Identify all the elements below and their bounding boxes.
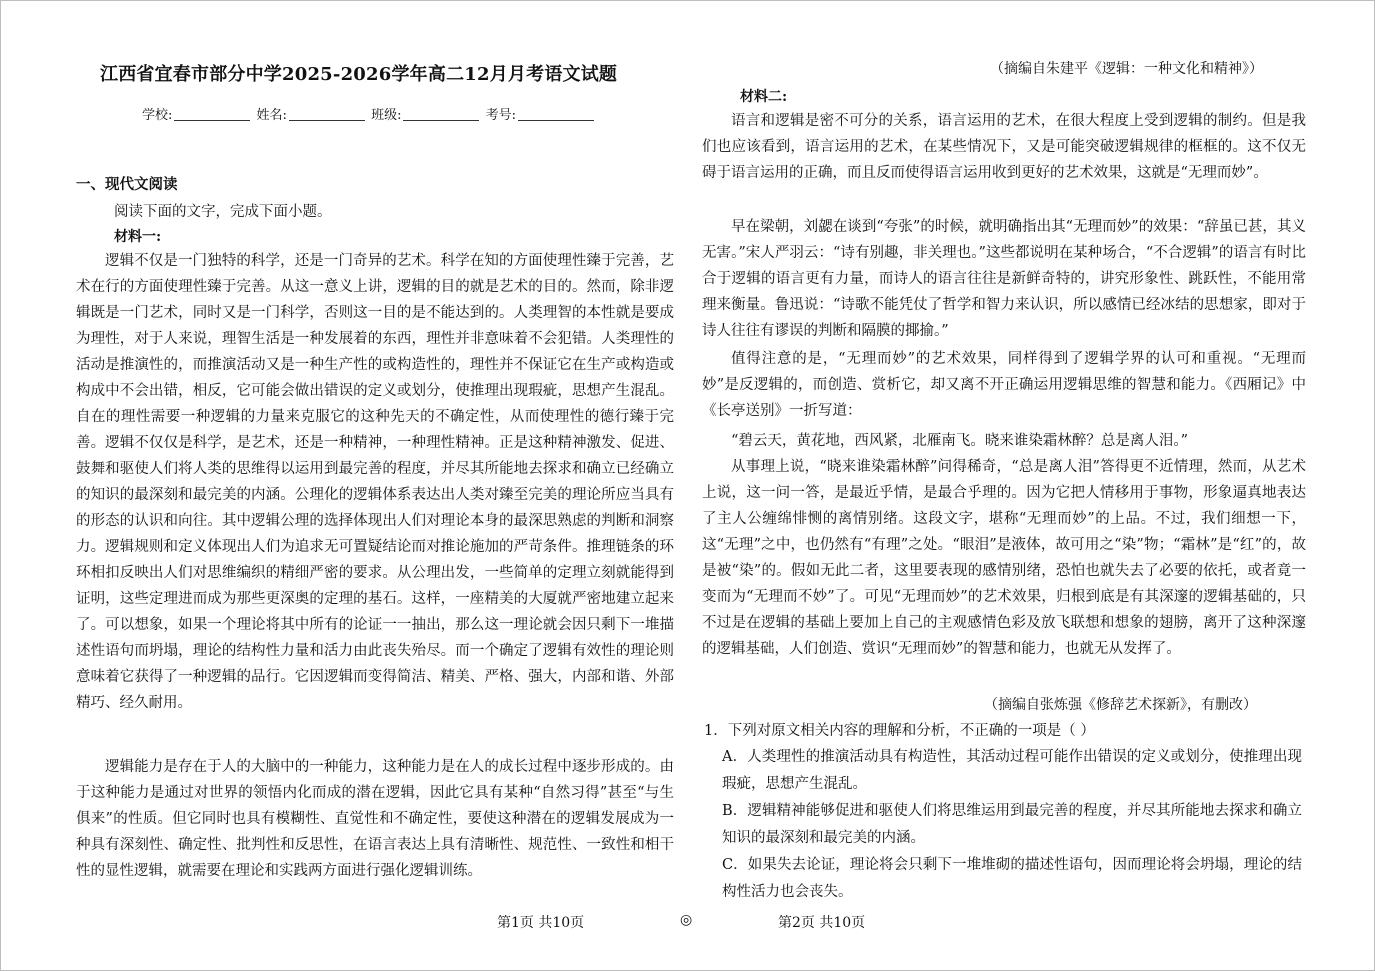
school-blank[interactable] [174, 120, 250, 121]
footer-mark-icon: ◎ [680, 912, 693, 928]
material1-paragraph-1: 逻辑不仅是一门独特的科学，还是一门奇异的艺术。科学在知的方面使理性臻于完善，艺术在行的方面使理性臻于完善。从这一意义上讲，逻辑的目的就是艺术的目的。然而，除非逻辑既是一门艺术，同时又是一门科学，否则这一目的是不能达到的。人类理智的本性就是要成为理性，对于人来说，理智生活是一种发展着的东西，理性并非意味着不会犯错。人类理性的活动是推演性的，而推演活动又是一种生产性的或构造性的，理性并不保证它在生产或构造或构成中不会出错，相反，它可能会做出错误的定义或划分，使推理出现瑕疵，思想产生混乱。自在的理性需要一种逻辑的力量来克服它的这种先天的不确定性，从而使理性的德行臻于完善。逻辑不仅仅是科学，是艺术，还是一种精神，一种理性精神。正是这种精神激发、促进、鼓舞和驱使人们将人类的思维得以运用到最完善的程度，并尽其所能地去探求和确立已经确立的知识的最深刻和最完美的内涵。公理化的逻辑体系表达出人类对臻至完美的理论所应当具有的形态的认识和向往。其中逻辑公理的选择体现出人们对理论本身的最深思熟虑的判断和洞察力。逻辑规则和定义体现出人们为追求无可置疑结论而对推论施加的严苛条件。推理链条的环环相扣反映出人们对思维编织的精细严密的要求。从公理出发，一些简单的定理立刻就能得到证明，这些定理进而成为那些更深奥的定理的基石。这样，一座精美的大厦就严密地建立起来了。可以想象，如果一个理论将其中所有的论证一一抽出，那么这一理论就会因只剩下一堆描述性语句而坍塌，理论的结构性力量和活力由此丧失殆尽。而一个确定了逻辑有效性的理论则意味着它获得了一种逻辑的品行。它因逻辑而变得简洁、精美、严格、强大，内部和谐、外部精巧、经久耐用。 [76, 253, 674, 711]
exam-title: 江西省宜春市部分中学2025-2026学年高二12月月考语文试题 [100, 64, 618, 85]
name-blank[interactable] [289, 120, 365, 121]
reading-instruction: 阅读下面的文字，完成下面小题。 [114, 204, 332, 220]
question-1-option-c[interactable]: C．如果失去论证，理论将会只剩下一堆堆砌的描述性语句，因而理论将会坍塌，理论的结构性活力也会丧失。 [722, 857, 1302, 900]
material2-source: （摘编自张炼强《修辞艺术探新》，有删改） [984, 697, 1257, 713]
material2-quote: “碧云天，黄花地，西风紧，北雁南飞。晓来谁染霜林醉？总是离人泪。” [731, 433, 1189, 449]
section-heading: 一、现代文阅读 [76, 176, 178, 193]
material2-paragraph-2: 早在梁朝，刘勰在谈到“夸张”的时候，就明确指出其“无理而妙”的效果：“辞虽已甚，其义无害。”宋人严羽云：“诗有别趣，非关理也。”这些都说明在某种场合，“不合逻辑”的语言有时比合于逻辑的语言更有力量，而诗人的语言往往是新鲜奇特的，讲究形象性、跳跃性，不能用常理来衡量。鲁迅说：“诗歌不能凭仗了哲学和智力来认识，所以感情已经冰结的思想家，即对于诗人往往有谬误的判断和隔膜的揶揄。” [702, 219, 1306, 339]
material2-paragraph-4: 从事理上说，“晓来谁染霜林醉”问得稀奇，“总是离人泪”答得更不近情理，然而，从艺术上说，这一问一答，是最近乎情，是最合乎理的。因为它把人情移用于事物，形象逼真地表达了主人公缠绵悱恻的离情别绪。这段文字，堪称“无理而妙”的上品。不过，我们细想一下，这“无理”之中，也仍然有“有理”之处。“眼泪”是液体，故可用之“染”物；“霜林”是“红”的，故是被“染”的。假如无此二者，这里要表现的感情别绪，恐怕也就失去了必要的依托，或者竟一变而为“无理而不妙”了。可见“无理而妙”的艺术效果，归根到底是有其深邃的逻辑基础的，只不过是在逻辑的基础上要加上自己的主观感情色彩及放飞联想和想象的翅膀，离开了这种深邃的逻辑基础，人们创造、赏识“无理而妙”的智慧和能力，也就无从发挥了。 [702, 459, 1306, 657]
number-blank[interactable] [518, 120, 594, 121]
student-info-row [142, 104, 596, 123]
material1-paragraph-2: 逻辑能力是存在于人的大脑中的一种能力，这种能力是在人的成长过程中逐步形成的。由于这种能力是通过对世界的领悟内化而成的潜在逻辑，因此它具有某种“自然习得”甚至“与生俱来”的性质。但它同时也具有模糊性、直觉性和不确定性，要使这种潜在的逻辑发展成为一种具有深刻性、确定性、批判性和反思性，在语言表达上具有清晰性、规范性、一致性和相干性的显性逻辑，就需要在理论和实践两方面进行强化逻辑训练。 [76, 759, 674, 879]
class-blank[interactable] [403, 120, 479, 121]
footer-page-left: 第1页 共10页 [497, 915, 585, 931]
footer-page-right: 第2页 共10页 [778, 915, 866, 931]
material2-paragraph-3: 值得注意的是，“无理而妙”的艺术效果，同样得到了逻辑学界的认可和重视。“无理而妙”是反逻辑的，而创造、赏析它，却又离不开正确运用逻辑思维的智慧和能力。《西厢记》中《长亭送别》一折写道： [702, 351, 1306, 419]
school-label: 学校: [142, 108, 173, 123]
name-label: 姓名: [256, 108, 287, 123]
number-label: 考号: [485, 108, 516, 123]
question-1-option-b[interactable]: B．逻辑精神能够促进和驱使人们将思维运用到最完善的程度，并尽其所能地去探求和确立知识的最深刻和最完美的内涵。 [722, 803, 1302, 846]
class-label: 班级: [371, 108, 402, 123]
question-1-option-a[interactable]: A．人类理性的推演活动具有构造性，其活动过程可能作出错误的定义或划分，使推理出现瑕疵，思想产生混乱。 [722, 749, 1302, 792]
material2-heading: 材料二: [740, 89, 788, 105]
question-1-stem: 1．下列对原文相关内容的理解和分析，不正确的一项是（ ） [704, 723, 1095, 739]
material1-heading: 材料一: [114, 229, 162, 245]
material1-source: （摘编自朱建平《逻辑：一种文化和精神》） [990, 61, 1263, 77]
material2-paragraph-1: 语言和逻辑是密不可分的关系，语言运用的艺术，在很大程度上受到逻辑的制约。但是我们也应该看到，语言运用的艺术，在某些情况下，又是可能突破逻辑规律的框框的。这不仅无碍于语言运用的正确，而且反而使得语言运用收到更好的艺术效果，这就是“无理而妙”。 [702, 113, 1306, 181]
